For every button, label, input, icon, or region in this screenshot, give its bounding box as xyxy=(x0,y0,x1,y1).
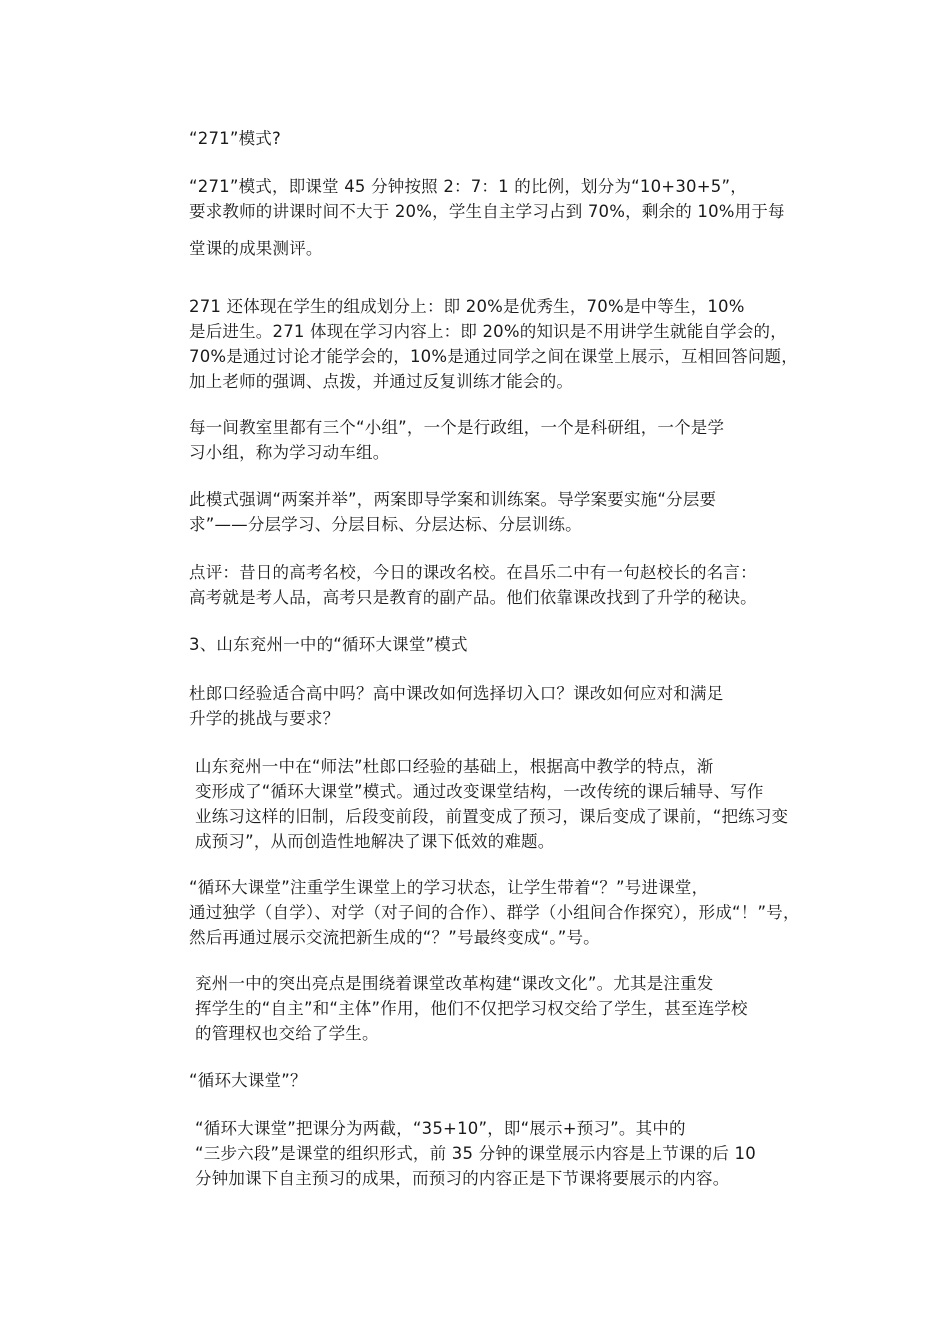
text-line: “271”模式，即课堂 45 分钟按照 2：7：1 的比例，划分为“10+30+5”， xyxy=(189,177,747,196)
text-line: 习小组，称为学习动车组。 xyxy=(189,443,390,462)
text-line: 此模式强调“两案并举”，两案即导学案和训练案。导学案要实施“分层要 xyxy=(189,490,717,509)
text-line: 求”——分层学习、分层目标、分层达标、分层训练。 xyxy=(189,515,582,534)
text-line: 业练习这样的旧制，后段变前段，前置变成了预习，课后变成了课前，“把练习变 xyxy=(195,807,789,826)
paragraph-highlight xyxy=(145,971,810,1046)
text-line: 的管理权也交给了学生。 xyxy=(195,1024,379,1043)
text-line: 挥学生的“自主”和“主体”作用，他们不仅把学习权交给了学生，甚至连学校 xyxy=(195,999,748,1018)
paragraph-two-cases xyxy=(145,487,810,537)
text-line: 271 还体现在学生的组成划分上：即 20%是优秀生，70%是中等生，10% xyxy=(189,297,745,316)
text-line: 要求教师的讲课时间不大于 20%，学生自主学习占到 70%，剩余的 10%用于每 xyxy=(189,202,785,221)
text-line: “循环大课堂”把课分为两截，“35+10”，即“展示+预习”。其中的 xyxy=(195,1119,686,1138)
text-line: 是后进生。271 体现在学习内容上：即 20%的知识是不用讲学生就能自学会的， xyxy=(189,322,787,341)
paragraph-question xyxy=(145,681,810,731)
text-line: “271”模式? xyxy=(189,129,281,148)
text-line: 70%是通过讨论才能学会的，10%是通过同学之间在课堂上展示，互相回答问题， xyxy=(189,347,798,366)
paragraph-groups xyxy=(145,415,810,465)
text-line: 成预习”，从而创造性地解决了课下低效的难题。 xyxy=(195,832,555,851)
text-line: 点评：昔日的高考名校，今日的课改名校。在昌乐二中有一句赵校长的名言： xyxy=(189,563,757,582)
paragraph-271-definition xyxy=(145,174,810,261)
text-line: 兖州一中的突出亮点是围绕着课堂改革构建“课改文化”。尤其是注重发 xyxy=(195,974,714,993)
text-line: “循环大课堂”注重学生课堂上的学习状态，让学生带着“？”号进课堂， xyxy=(189,878,709,897)
paragraph-271-students xyxy=(145,294,810,394)
text-line: 高考就是考人品，高考只是教育的副产品。他们依靠课改找到了升学的秘诀。 xyxy=(189,588,757,607)
text-line: 升学的挑战与要求？ xyxy=(189,709,340,728)
text-line: 杜郎口经验适合高中吗？高中课改如何选择切入口？课改如何应对和满足 xyxy=(189,684,724,703)
text-line: 3、山东兖州一中的“循环大课堂”模式 xyxy=(189,635,468,654)
text-line: 通过独学（自学）、对学（对子间的合作）、群学（小组间合作探究），形成“！”号， xyxy=(189,903,800,922)
paragraph-cycle-title xyxy=(145,1068,810,1093)
paragraph-comment xyxy=(145,560,810,610)
paragraph-yanzhou-model xyxy=(145,754,810,854)
text-line: “三步六段”是课堂的组织形式，前 35 分钟的课堂展示内容是上节课的后 10 xyxy=(195,1144,756,1163)
paragraph-learning-state xyxy=(145,875,810,950)
paragraph-cycle-definition xyxy=(145,1116,810,1191)
text-line: 然后再通过展示交流把新生成的“？”号最终变成“。”号。 xyxy=(189,928,600,947)
text-line: 变形成了“循环大课堂”模式。通过改变课堂结构，一改传统的课后辅导、写作 xyxy=(195,782,764,801)
paragraph-271-title xyxy=(145,126,810,151)
text-line: 加上老师的强调、点拨，并通过反复训练才能会的。 xyxy=(189,372,574,391)
section-heading-yanzhou xyxy=(145,632,810,657)
text-line: 每一间教室里都有三个“小组”，一个是行政组，一个是科研组，一个是学 xyxy=(189,418,725,437)
text-line: “循环大课堂”？ xyxy=(189,1071,307,1090)
text-line: 分钟加课下自主预习的成果，而预习的内容正是下节课将要展示的内容。 xyxy=(195,1169,730,1188)
text-line: 堂课的成果测评。 xyxy=(189,239,323,258)
text-line: 山东兖州一中在“师法”杜郎口经验的基础上，根据高中教学的特点，渐 xyxy=(195,757,714,776)
